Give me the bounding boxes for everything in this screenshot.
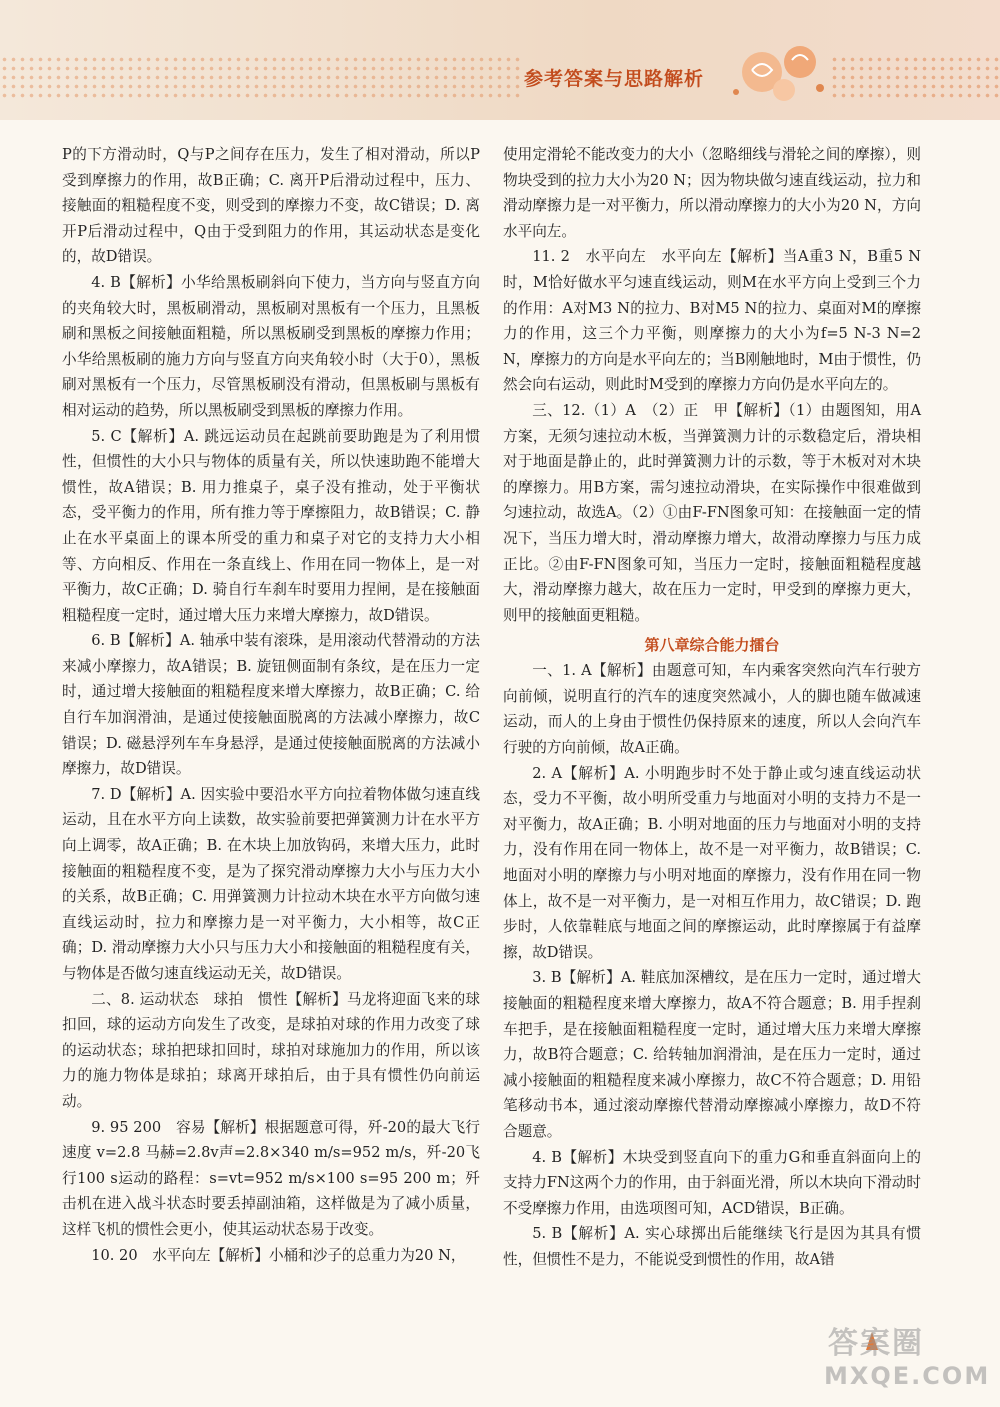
- answer-paragraph: 5. B【解析】A. 实心球掷出后能继续飞行是因为其具有惯性，但惯性不是力，不能说受到惯性的作用，故A错: [503, 1225, 921, 1268]
- answer-paragraph: 二、8. 运动状态 球拍 惯性【解析】马龙将迎面飞来的球扣回，球的运动方向发生了改变，是球拍对球的作用力改变了球的运动状态；球拍把球扣回时，球拍对球施加力的作用，所以该力的施力物体是球拍；球离开球拍后，由于具有惯性仍向前运动。: [62, 990, 480, 1110]
- answer-paragraph: 7. D【解析】A. 因实验中要沿水平方向拉着物体做匀速直线运动，且在水平方向上读数，故实验前要把弹簧测力计在水平方向上调零，故A正确；B. 在木块上加放钩码，来增大压力，此时接触面的粗糙程度不变，是为了探究滑动摩擦力大小与压力大小的关系，故B正确；C. 用弹簧测力计拉动木块在水平方向做匀速直线运动时，拉力和摩擦力是一对平衡力，大小相等，故C正确；D. 滑动摩擦力大小只与压力大小和接触面的粗糙程度有关，与物体是否做匀速直线运动无关，故D错误。: [62, 785, 480, 982]
- answer-paragraph: 10. 20 水平向左【解析】小桶和沙子的总重力为20 N，: [91, 1246, 466, 1264]
- answer-paragraph: 3. B【解析】A. 鞋底加深槽纹，是在压力一定时，通过增大接触面的粗糙程度来增大摩擦力，故A不符合题意；B. 用手捏刹车把手，是在接触面粗糙程度一定时，通过增大压力来增大摩擦力，故B符合题意；C. 给转轴加润滑油，是在压力一定时，通过减小接触面的粗糙程度来减小摩擦力，故C不符合题意；D. 用铅笔移动书本，通过滚动摩擦代替滑动摩擦减小摩擦力，故D不符合题意。: [503, 969, 921, 1140]
- answer-paragraph: 5. C【解析】A. 跳远运动员在起跳前要助跑是为了利用惯性，但惯性的大小只与物体的质量有关，所以快速助跑不能增大惯性，故A错误；B. 用力推桌子，桌子没有推动，处于平衡状态，受平衡力的作用，所有推力等于摩擦阻力，故B错误；C. 静止在水平桌面上的课本所受的重力和桌子对它的支持力大小相等、方向相反、作用在一条直线上、作用在同一物体上，是一对平衡力，故C正确；D. 骑自行车刹车时要用力捏闸，是在接触面粗糙程度一定时，通过增大压力来增大摩擦力，故D错误。: [62, 427, 480, 624]
- answer-paragraph: 2. A【解析】A. 小明跑步时不处于静止或匀速直线运动状态，受力不平衡，故小明所受重力与地面对小明的支持力不是一对平衡力，故A正确；B. 小明对地面的压力与地面对小明的支持力，没有作用在同一物体上，故不是一对平衡力，故B错误；C. 地面对小明的摩擦力与小明对地面的摩擦力，没有作用在同一物体上，故不是一对平衡力，是一对相互作用力，故C错误；D. 跑步时，人依靠鞋底与地面之间的摩擦运动，此时摩擦属于有益摩擦，故D错误。: [503, 764, 921, 961]
- answer-paragraph: 9. 95 200 容易【解析】根据题意可得，歼-20的最大飞行速度 v=2.8 马赫=2.8v声=2.8×340 m/s=952 m/s，歼-20飞行100 s运动的路程：s=vt=952 m/s×100 s=95 200 m；歼击机在进入战斗状态时要丢掉副油箱，这样做是为了减小质量，这样飞机的惯性会更小，使其运动状态易于改变。: [62, 1118, 480, 1238]
- header-dot-pattern: [0, 55, 520, 100]
- answer-paragraph: 三、12.（1）A （2）正 甲【解析】（1）由题图知，用A方案，无须匀速拉动木板，当弹簧测力计的示数稳定后，滑块相对于地面是静止的，此时弹簧测力计的示数，等于木板对对木块的摩擦力。用B方案，需匀速拉动滑块，在实际操作中很难做到匀速拉动，故选A。（2）①由F-FN图象可知：在接触面一定的情况下，当压力增大时，滑动摩擦力增大，故滑动摩擦力与压力成正比。②由F-FN图象可知，当压力一定时，接触面粗糙程度越大，滑动摩擦力越大，故在压力一定时，甲受到的摩擦力更大，则甲的接触面更粗糙。: [503, 401, 921, 624]
- answer-paragraph: 4. B【解析】木块受到竖直向下的重力G和垂直斜面向上的支持力FN这两个力的作用，由于斜面光滑，所以木块向下滑动时不受摩擦力作用，由选项图可知，ACD错误，B正确。: [503, 1148, 921, 1217]
- answer-paragraph: 6. B【解析】A. 轴承中装有滚珠，是用滚动代替滑动的方法来减小摩擦力，故A错误；B. 旋钮侧面制有条纹，是在压力一定时，通过增大接触面的粗糙程度来增大摩擦力，故B正确；C. 给自行车加润滑油，是通过使接触面脱离的方法减小摩擦力，故C错误；D. 磁悬浮列车车身悬浮，是通过使接触面脱离的方法减小摩擦力，故D错误。: [62, 632, 480, 778]
- header-title: 参考答案与思路解析: [524, 68, 705, 90]
- answer-paragraph: 一、1. A【解析】由题意可知，车内乘客突然向汽车行驶方向前倾，说明直行的汽车的速度突然减小，人的脚也随车做减速运动，而人的上身由于惯性仍保持原来的速度，所以人会向汽车行驶的方向前倾，故A正确。: [503, 662, 921, 757]
- flower-decoration-icon: [722, 40, 832, 110]
- header-dot-pattern-right: [830, 55, 1000, 100]
- page-header: [0, 0, 1000, 120]
- answer-paragraph: 使用定滑轮不能改变力的大小（忽略细线与滑轮之间的摩擦），则物块受到的拉力大小为20 N；因为物块做匀速直线运动，拉力和滑动摩擦力是一对平衡力，所以滑动摩擦力的大小为20 N，方向水平向左。: [503, 146, 921, 240]
- answer-paragraph: 4. B【解析】小华给黑板刷斜向下使力，当方向与竖直方向的夹角较大时，黑板刷滑动，黑板刷对黑板有一个压力，且黑板刷和黑板之间接触面粗糙，所以黑板刷受到黑板的摩擦力作用；小华给黑板刷的施力方向与竖直方向夹角较小时（大于0），黑板刷对黑板有一个压力，尽管黑板刷没有滑动，但黑板刷与黑板有相对运动的趋势，所以黑板刷受到黑板的摩擦力作用。: [62, 273, 480, 419]
- section-title: 第八章综合能力擂台: [644, 636, 780, 655]
- watermark-line2: MXQE.COM: [824, 1362, 991, 1390]
- answer-paragraph: P的下方滑动时，Q与P之间存在压力，发生了相对滑动，所以P受到摩擦力的作用，故B正确；C. 离开P后滑动过程中，压力、接触面的粗糙程度不变，则受到的摩擦力不变，故C错误；D. 离开P后滑动过程中，Q由于受到阻力的作用，其运动状态是变化的，故D错误。: [62, 146, 480, 266]
- watermark-logo: [820, 1318, 990, 1398]
- answer-paragraph: 11. 2 水平向左 水平向左【解析】当A重3 N，B重5 N时，M恰好做水平匀速直线运动，则M在水平方向上受到三个力的作用：A对M3 N的拉力、B对M5 N的拉力、桌面对M的摩擦力的作用，这三个力平衡，则摩擦力的大小为f=5 N-3 N=2 N，摩擦力的方向是水平向左的；当B刚触地时，M由于惯性，仍然会向右运动，则此时M受到的摩擦力方向仍是水平向左的。: [503, 248, 921, 394]
- watermark-line1: 答案圈: [828, 1326, 924, 1361]
- right-column: [503, 142, 921, 1273]
- left-column: [62, 142, 480, 1268]
